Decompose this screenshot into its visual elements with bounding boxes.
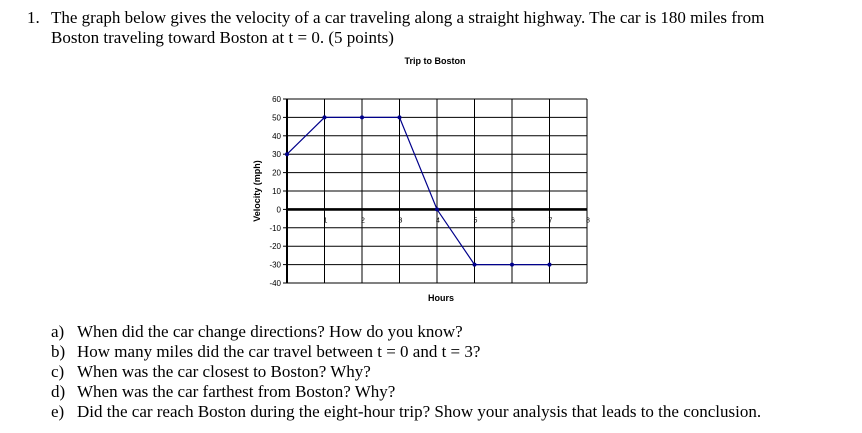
y-tick-label: 0 [276, 205, 281, 215]
question-b-label: b) [51, 342, 66, 361]
x-tick-label: 5 [473, 217, 478, 225]
chart-title: Trip to Boston [404, 56, 466, 66]
problem-line-1: The graph below gives the velocity of a car traveling along a straight highway. The car is 180 miles from [51, 8, 765, 27]
question-e [51, 402, 761, 422]
x-tick-label: 4 [436, 217, 440, 225]
question-e-text: Did the car reach Boston during the eight-hour trip? Show your analysis that leads to the conclusion. [77, 402, 762, 421]
y-tick-label: 40 [272, 131, 281, 141]
question-a [51, 322, 761, 342]
x-tick-label: 3 [398, 217, 403, 225]
y-axis-label: Velocity (mph) [252, 160, 262, 222]
data-point [548, 263, 552, 267]
chart-svg [240, 52, 620, 314]
question-d-label: d) [51, 382, 66, 401]
x-axis-label: Hours [427, 293, 455, 303]
data-point [285, 152, 289, 156]
x-tick-label: 2 [361, 217, 365, 225]
y-tick-label: -20 [269, 242, 281, 252]
y-tick-label: 50 [272, 113, 281, 123]
data-point [473, 263, 477, 267]
y-tick-label: -40 [269, 279, 281, 288]
question-b [51, 342, 761, 362]
question-c [51, 362, 761, 382]
problem-text [51, 8, 841, 48]
data-point [323, 115, 327, 119]
problem-line-2: Boston traveling toward Boston at t = 0. (5 points) [51, 28, 394, 47]
question-e-label: e) [51, 402, 65, 421]
y-tick-label: -30 [269, 260, 281, 270]
y-tick-label: 20 [272, 168, 281, 178]
x-tick-label: 8 [586, 217, 590, 225]
question-c-text: When was the car closest to Boston? Why? [77, 362, 371, 381]
question-a-text: When did the car change directions? How do you know? [77, 322, 463, 341]
question-list [51, 322, 761, 422]
y-tick-label: -10 [269, 223, 281, 233]
velocity-chart [240, 52, 620, 314]
question-d [51, 382, 761, 402]
x-tick-label: 7 [548, 217, 553, 225]
y-tick-label: 30 [272, 150, 281, 160]
data-point [510, 263, 514, 267]
data-point [398, 115, 402, 119]
question-c-label: c) [51, 362, 65, 381]
x-tick-label: 6 [511, 217, 515, 225]
x-tick-label: 1 [323, 217, 328, 225]
question-b-text: How many miles did the car travel between t = 0 and t = 3? [77, 342, 481, 361]
y-tick-label: 10 [272, 187, 281, 196]
y-tick-label: 60 [272, 95, 281, 104]
problem-number: 1. [27, 8, 40, 27]
data-point [435, 207, 439, 211]
data-point [360, 115, 364, 119]
question-a-label: a) [51, 322, 65, 341]
question-d-text: When was the car farthest from Boston? Why? [77, 382, 396, 401]
